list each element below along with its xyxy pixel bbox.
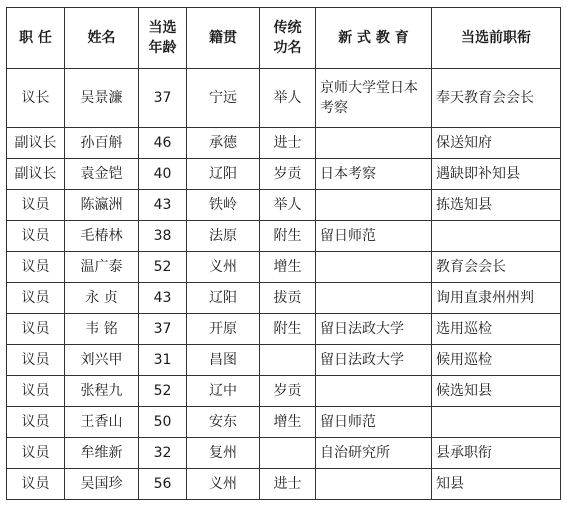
cell-name: 陈瀛洲 [65, 190, 139, 221]
header-new-education: 新 式 教 育 [316, 8, 432, 69]
table-row [7, 159, 561, 190]
cell-traditional-degree: 附生 [260, 314, 316, 345]
table-row [7, 128, 561, 159]
cell-name: 吴景濂 [65, 69, 139, 128]
cell-name: 王香山 [65, 407, 139, 438]
cell-prior-title: 询用直隶州州判 [432, 283, 561, 314]
cell-age: 52 [139, 376, 187, 407]
header-row [7, 8, 561, 69]
header-degree-line-1: 传统 [273, 20, 302, 36]
council-members-table [6, 7, 561, 500]
cell-prior-title [432, 407, 561, 438]
cell-prior-title [432, 221, 561, 252]
cell-traditional-degree: 进士 [260, 469, 316, 500]
cell-position: 议员 [7, 190, 65, 221]
cell-new-education [316, 376, 432, 407]
cell-native-place: 辽阳 [187, 159, 260, 190]
header-position: 职 任 [7, 8, 65, 69]
cell-new-education: 留日法政大学 [316, 314, 432, 345]
cell-position: 议员 [7, 314, 65, 345]
cell-traditional-degree: 增生 [260, 407, 316, 438]
cell-prior-title: 保送知府 [432, 128, 561, 159]
cell-age: 43 [139, 190, 187, 221]
cell-name: 张程九 [65, 376, 139, 407]
cell-native-place: 宁远 [187, 69, 260, 128]
cell-position: 议员 [7, 252, 65, 283]
cell-native-place: 复州 [187, 438, 260, 469]
cell-traditional-degree: 岁贡 [260, 376, 316, 407]
cell-native-place: 昌图 [187, 345, 260, 376]
header-name: 姓名 [65, 8, 139, 69]
cell-traditional-degree [260, 438, 316, 469]
cell-name: 毛椿林 [65, 221, 139, 252]
table-row [7, 69, 561, 128]
cell-prior-title: 选用巡检 [432, 314, 561, 345]
cell-new-education [316, 252, 432, 283]
table-body [7, 69, 561, 500]
cell-name: 永 贞 [65, 283, 139, 314]
cell-age: 40 [139, 159, 187, 190]
cell-traditional-degree: 拔贡 [260, 283, 316, 314]
cell-prior-title: 知县 [432, 469, 561, 500]
cell-position: 议员 [7, 407, 65, 438]
cell-prior-title: 遇缺即补知县 [432, 159, 561, 190]
cell-traditional-degree [260, 345, 316, 376]
cell-new-education: 自治研究所 [316, 438, 432, 469]
cell-native-place: 承德 [187, 128, 260, 159]
table-row [7, 190, 561, 221]
cell-new-education: 留日师范 [316, 221, 432, 252]
cell-age: 32 [139, 438, 187, 469]
header-degree-line-2: 功名 [273, 40, 302, 56]
cell-age: 50 [139, 407, 187, 438]
cell-native-place: 义州 [187, 469, 260, 500]
cell-traditional-degree: 增生 [260, 252, 316, 283]
cell-position: 议员 [7, 376, 65, 407]
cell-traditional-degree: 附生 [260, 221, 316, 252]
cell-new-education: 日本考察 [316, 159, 432, 190]
cell-new-education: 留日师范 [316, 407, 432, 438]
table-row [7, 252, 561, 283]
cell-prior-title: 候用巡检 [432, 345, 561, 376]
table-row [7, 345, 561, 376]
cell-native-place: 安东 [187, 407, 260, 438]
cell-age: 37 [139, 314, 187, 345]
table-row [7, 438, 561, 469]
cell-new-education [316, 469, 432, 500]
cell-prior-title: 拣选知县 [432, 190, 561, 221]
cell-position: 副议长 [7, 159, 65, 190]
cell-name: 刘兴甲 [65, 345, 139, 376]
header-native-place: 籍贯 [187, 8, 260, 69]
table-row [7, 314, 561, 345]
cell-position: 议员 [7, 221, 65, 252]
cell-prior-title: 教育会会长 [432, 252, 561, 283]
cell-age: 46 [139, 128, 187, 159]
cell-native-place: 法原 [187, 221, 260, 252]
cell-native-place: 义州 [187, 252, 260, 283]
cell-traditional-degree: 进士 [260, 128, 316, 159]
cell-age: 43 [139, 283, 187, 314]
cell-new-education [316, 283, 432, 314]
cell-native-place: 辽中 [187, 376, 260, 407]
table-row [7, 376, 561, 407]
header-traditional-degree [260, 8, 316, 69]
cell-age: 56 [139, 469, 187, 500]
cell-prior-title: 奉天教育会会长 [432, 69, 561, 128]
cell-new-education: 留日法政大学 [316, 345, 432, 376]
cell-position: 议员 [7, 345, 65, 376]
cell-new-education [316, 190, 432, 221]
cell-position: 副议长 [7, 128, 65, 159]
cell-new-education: 京师大学堂日本考察 [316, 69, 432, 128]
header-age-line-1: 当选 [148, 20, 177, 36]
cell-age: 52 [139, 252, 187, 283]
cell-native-place: 辽阳 [187, 283, 260, 314]
cell-prior-title: 候选知县 [432, 376, 561, 407]
cell-prior-title: 县承职衔 [432, 438, 561, 469]
cell-new-education [316, 128, 432, 159]
cell-name: 吴国珍 [65, 469, 139, 500]
table-row [7, 283, 561, 314]
cell-age: 37 [139, 69, 187, 128]
cell-name: 孙百斛 [65, 128, 139, 159]
cell-position: 议长 [7, 69, 65, 128]
header-age [139, 8, 187, 69]
cell-position: 议员 [7, 469, 65, 500]
cell-position: 议员 [7, 283, 65, 314]
cell-native-place: 铁岭 [187, 190, 260, 221]
cell-position: 议员 [7, 438, 65, 469]
table-row [7, 469, 561, 500]
cell-traditional-degree: 举人 [260, 69, 316, 128]
cell-name: 温广泰 [65, 252, 139, 283]
cell-name: 袁金铠 [65, 159, 139, 190]
header-age-line-2: 年龄 [148, 40, 177, 56]
table-row [7, 407, 561, 438]
cell-age: 38 [139, 221, 187, 252]
cell-name: 韦 铭 [65, 314, 139, 345]
cell-traditional-degree: 岁贡 [260, 159, 316, 190]
table-row [7, 221, 561, 252]
cell-name: 牟维新 [65, 438, 139, 469]
cell-traditional-degree: 举人 [260, 190, 316, 221]
cell-native-place: 开原 [187, 314, 260, 345]
header-prior-title: 当选前职衔 [432, 8, 561, 69]
cell-age: 31 [139, 345, 187, 376]
